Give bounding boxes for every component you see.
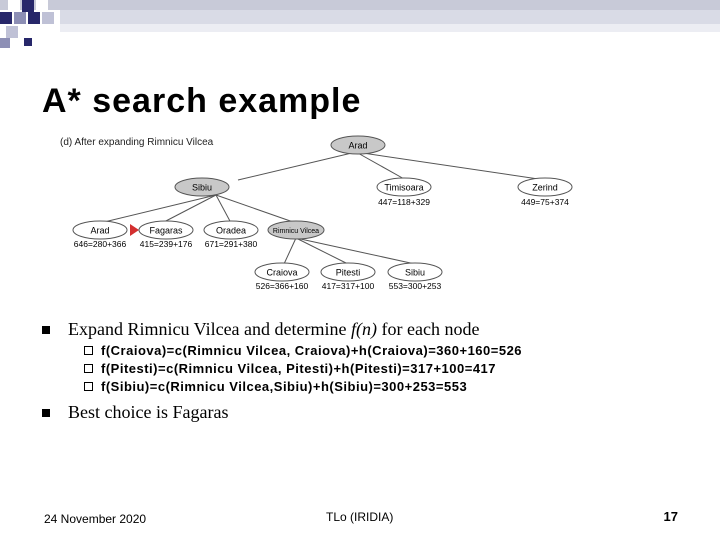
node-label: Sibiu	[404, 267, 426, 278]
node-value: 646=280+366	[73, 239, 127, 249]
bullet-square-icon	[42, 326, 50, 334]
node-value: 526=366+160	[255, 281, 309, 291]
node-value: 449=75+374	[521, 197, 569, 207]
slide-title: A* search example	[42, 82, 362, 120]
node-label: Fagaras	[149, 225, 183, 236]
node-arad	[73, 221, 127, 249]
decorative-header-band	[0, 0, 720, 50]
footer-author: TLo (IRIDIA)	[326, 510, 394, 524]
node-label: Timisoara	[384, 182, 424, 193]
node-rimnicu-vilcea	[268, 221, 324, 239]
node-value: 671=291+380	[204, 239, 258, 249]
node-label: Rimnicu Vilcea	[272, 228, 320, 235]
node-label: Arad	[348, 140, 368, 151]
node-sibiu-2	[388, 263, 442, 291]
node-label: Sibiu	[191, 182, 213, 193]
node-arad-root	[331, 136, 385, 154]
node-oradea	[204, 221, 258, 249]
node-zerind	[518, 178, 572, 207]
sub-bullet-box-icon	[84, 364, 93, 373]
node-fagaras	[130, 221, 193, 249]
sub-bullet-craiova: f(Craiova)=c(Rimnicu Vilcea, Craiova)+h(Craiova)=360+160=526	[101, 343, 523, 358]
node-sibiu	[175, 178, 229, 196]
sub-bullet-box-icon	[84, 382, 93, 391]
node-value: 553=300+253	[388, 281, 442, 291]
sub-bullet-pitesti: f(Pitesti)=c(Rimnicu Vilcea, Pitesti)+h(Pitesti)=317+100=417	[101, 361, 497, 376]
footer-date: 24 November 2020	[44, 512, 147, 526]
node-value: 447=118+329	[378, 197, 430, 207]
node-label: Craiova	[266, 267, 298, 278]
sub-bullet-box-icon	[84, 346, 93, 355]
bullet-text-suffix: for each node	[377, 319, 480, 339]
page-number: 17	[663, 509, 678, 524]
node-pitesti	[321, 263, 375, 291]
node-timisoara	[377, 178, 431, 207]
node-label: Zerind	[532, 182, 558, 193]
tree-caption: (d) After expanding Rimnicu Vilcea	[60, 137, 214, 148]
bullet-square-icon	[42, 409, 50, 417]
bullet-expand-rimnicu	[68, 319, 479, 340]
node-label: Pitesti	[335, 267, 361, 278]
selection-arrow-icon	[130, 224, 139, 236]
bullet-text: Expand Rimnicu Vilcea and determine	[68, 319, 351, 339]
sub-bullet-sibiu: f(Sibiu)=c(Rimnicu Vilcea,Sibiu)+h(Sibiu)=300+253=553	[101, 379, 468, 394]
node-value: 415=239+176	[139, 239, 193, 249]
node-label: Oradea	[215, 225, 247, 236]
node-craiova	[255, 263, 309, 291]
node-label: Arad	[90, 225, 110, 236]
bullet-best-choice: Best choice is Fagaras	[68, 402, 229, 422]
bullet-italic: f(n)	[351, 319, 377, 339]
node-value: 417=317+100	[321, 281, 375, 291]
search-tree-figure	[54, 132, 614, 294]
